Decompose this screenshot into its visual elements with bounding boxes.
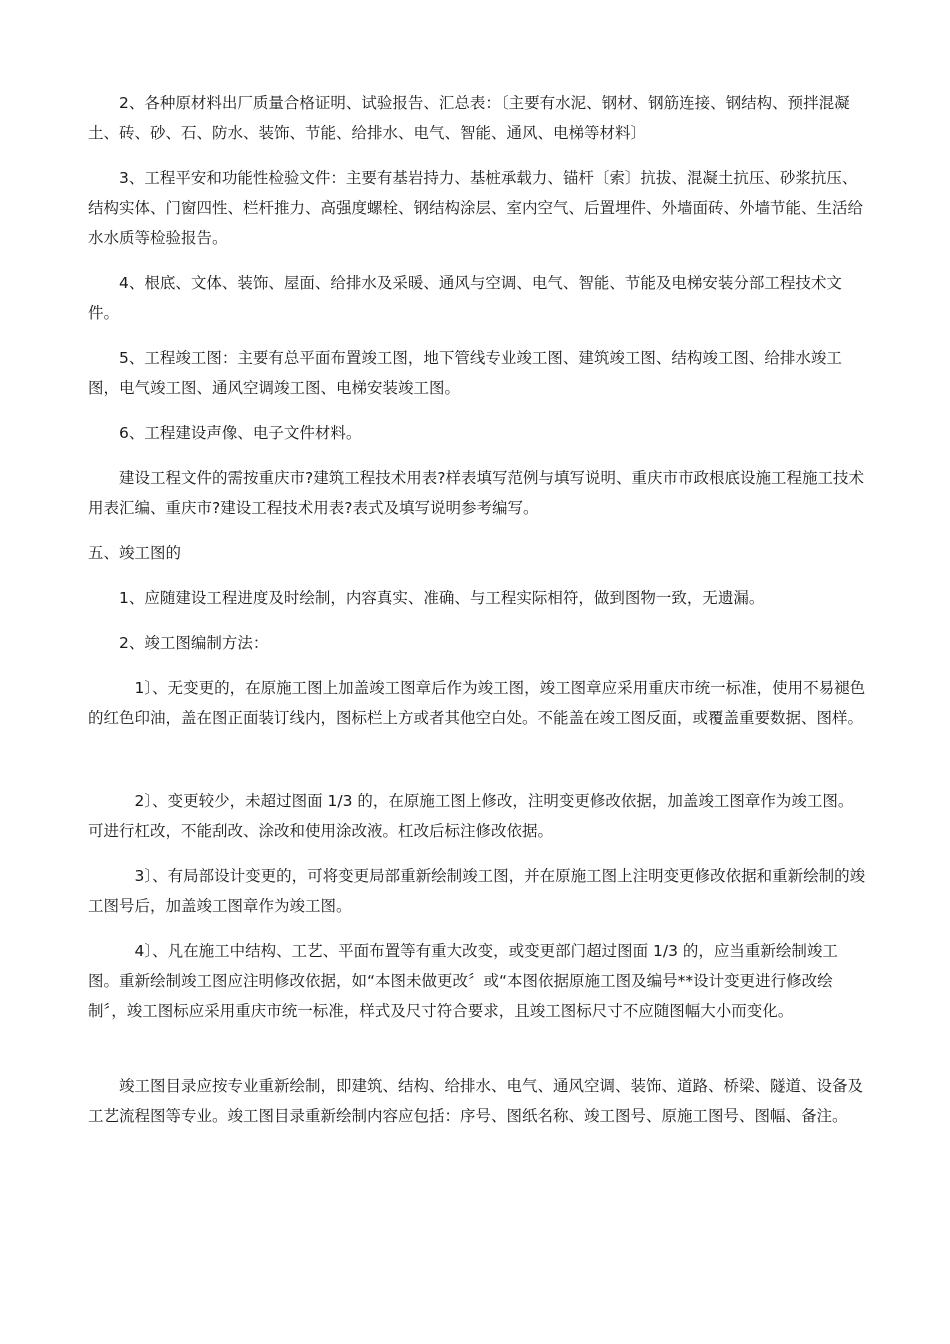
- paragraph-method-heading: 2、竣工图编制方法：: [88, 634, 269, 652]
- paragraph-audio-video: 6、工程建设声像、电子文件材料。: [88, 424, 362, 442]
- paragraph-method-4: 4〕、凡在施工中结构、工艺、平面布置等有重大改变，或变更部门超过图面 1/3 的，应当重新绘制竣工图。重新绘制竣工图应注明修改依据，如“本图未做更改〞或“本图依据原施工图及编号**设计变更进行修改绘制〞，竣工图标应采用重庆市统一标准，样式及尺寸符合要求，且竣工图标尺寸不应随图幅大小而变化。: [88, 942, 838, 1020]
- paragraph-safety-inspection: 3、工程平安和功能性检验文件：主要有基岩持力、基桩承载力、锚杆〔索〕抗拔、混凝土抗压、砂浆抗压、结构实体、门窗四性、栏杆推力、高强度螺栓、钢结构涂层、室内空气、后置埋件、外墙面砖、外墙节能、生活给水水质等检验报告。: [88, 169, 864, 247]
- paragraph-raw-materials: 2、各种原材料出厂质量合格证明、试验报告、汇总表：〔主要有水泥、钢材、钢筋连接、钢结构、预拌混凝土、砖、砂、石、防水、装饰、节能、给排水、电气、智能、通风、电梯等材料〕: [88, 94, 850, 142]
- section-heading-five: 五、竣工图的: [88, 544, 182, 562]
- paragraph-directory: 竣工图目录应按专业重新绘制，即建筑、结构、给排水、电气、通风空调、装饰、道路、桥梁、隧道、设备及工艺流程图等专业。竣工图目录重新绘制内容应包括：序号、图纸名称、竣工图号、原施工图号、图幅、备注。: [88, 1077, 864, 1125]
- paragraph-method-1: 1〕、无变更的，在原施工图上加盖竣工图章后作为竣工图，竣工图章应采用重庆市统一标准，使用不易褪色的红色印油，盖在图正面装订线内，图标栏上方或者其他空白处。不能盖在竣工图反面，或覆盖重要数据、图样。: [88, 679, 866, 727]
- paragraph-timely-drawing: 1、应随建设工程进度及时绘制，内容真实、准确、与工程实际相符，做到图物一致，无遗漏。: [88, 589, 765, 607]
- paragraph-reference-tables: 建设工程文件的需按重庆市?建筑工程技术用表?样表填写范例与填写说明、重庆市市政根底设施工程施工技术用表汇编、重庆市?建设工程技术用表?表式及填写说明参考编写。: [88, 469, 864, 517]
- paragraph-completion-drawings: 5、工程竣工图：主要有总平面布置竣工图，地下管线专业竣工图、建筑竣工图、结构竣工图、给排水竣工图，电气竣工图、通风空调竣工图、电梯安装竣工图。: [88, 349, 842, 397]
- paragraph-method-3: 3〕、有局部设计变更的，可将变更局部重新绘制竣工图，并在原施工图上注明变更修改依据和重新绘制的竣工图号后，加盖竣工图章作为竣工图。: [88, 867, 866, 915]
- paragraph-method-2: 2〕、变更较少，未超过图面 1/3 的，在原施工图上修改，注明变更修改依据，加盖竣工图章作为竣工图。可进行杠改，不能刮改、涂改和使用涂改液。杠改后标注修改依据。: [88, 792, 854, 840]
- paragraph-subproject-docs: 4、根底、文体、装饰、屋面、给排水及采暖、通风与空调、电气、智能、节能及电梯安装分部工程技术文件。: [88, 274, 842, 322]
